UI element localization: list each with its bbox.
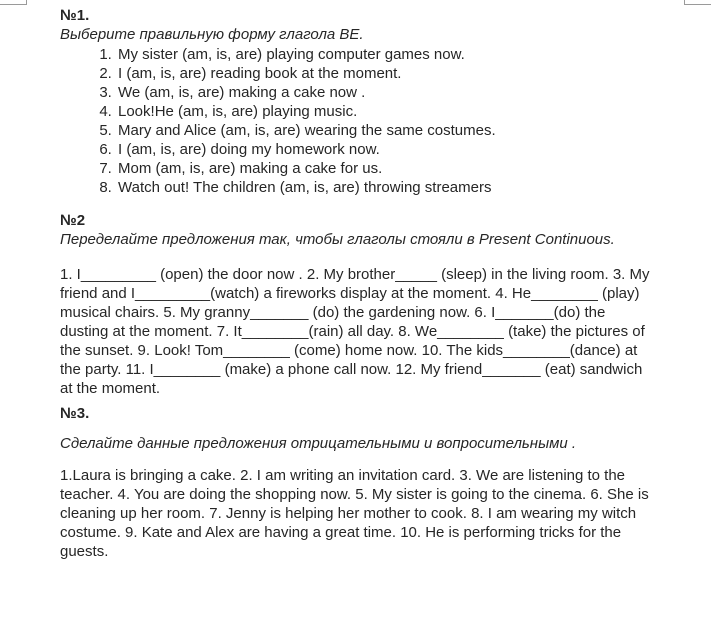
list-item: 8. Watch out! The children (am, is, are) throwing streamers <box>116 178 690 197</box>
text-line: 1. I_________ (open) the door now . 2. My brother_____ (sleep) in the living room. 3. My <box>60 266 650 283</box>
text-line: musical chairs. 5. My granny_______ (do) the gardening now. 6. I_______(do) the <box>60 304 606 321</box>
exercise-2 <box>60 211 690 398</box>
exercise-2-text <box>60 265 690 398</box>
text-line: friend and I_________(watch) a fireworks display at the moment. 4. He________ (play) <box>60 285 640 302</box>
page-corner-right <box>684 0 711 5</box>
text-line: teacher. 4. You are doing the shopping now. 5. My sister is going to the cinema. 6. She is <box>60 486 649 503</box>
worksheet <box>60 6 690 561</box>
exercise-1-heading: №1. <box>60 7 90 24</box>
exercise-1-instruction: Выберите правильную форму глагола BE. <box>60 26 364 43</box>
text-line: dusting at the moment. 7. It________(rain) all day. 8. We________ (take) the pictures of <box>60 323 645 340</box>
exercise-2-instruction: Переделайте предложения так, чтобы глаголы стояли в Present Continuous. <box>60 231 615 248</box>
list-item: 7. Mom (am, is, are) making a cake for us. <box>116 159 690 178</box>
list-item: 2. I (am, is, are) reading book at the moment. <box>116 64 690 83</box>
list-item: 4. Look!He (am, is, are) playing music. <box>116 102 690 121</box>
list-item: 6. I (am, is, are) doing my homework now. <box>116 140 690 159</box>
text-line: guests. <box>60 543 109 560</box>
text-line: the sunset. 9. Look! Tom________ (come) home now. 10. The kids________(dance) at <box>60 342 638 359</box>
exercise-3 <box>60 404 690 561</box>
exercise-2-heading: №2 <box>60 212 86 229</box>
exercise-3-instruction: Сделайте данные предложения отрицательными и вопросительными . <box>60 435 577 452</box>
text-line: costume. 9. Kate and Alex are having a great time. 10. He is performing tricks for the <box>60 524 622 541</box>
exercise-3-heading: №3. <box>60 405 90 422</box>
text-line: 1.Laura is bringing a cake. 2. I am writing an invitation card. 3. We are listening to the <box>60 467 626 484</box>
list-item: 1. My sister (am, is, are) playing computer games now. <box>116 45 690 64</box>
text-line: cleaning up her room. 7. Jenny is helping her mother to cook. 8. I am wearing my witch <box>60 505 637 522</box>
exercise-1-list <box>60 45 690 197</box>
exercise-3-text <box>60 466 690 561</box>
list-item: 3. We (am, is, are) making a cake now . <box>116 83 690 102</box>
exercise-1 <box>60 6 690 197</box>
text-line: at the moment. <box>60 380 161 397</box>
list-item: 5. Mary and Alice (am, is, are) wearing the same costumes. <box>116 121 690 140</box>
text-line: the party. 11. I________ (make) a phone call now. 12. My friend_______ (eat) sandwich <box>60 361 643 378</box>
page-corner-left <box>0 0 27 5</box>
